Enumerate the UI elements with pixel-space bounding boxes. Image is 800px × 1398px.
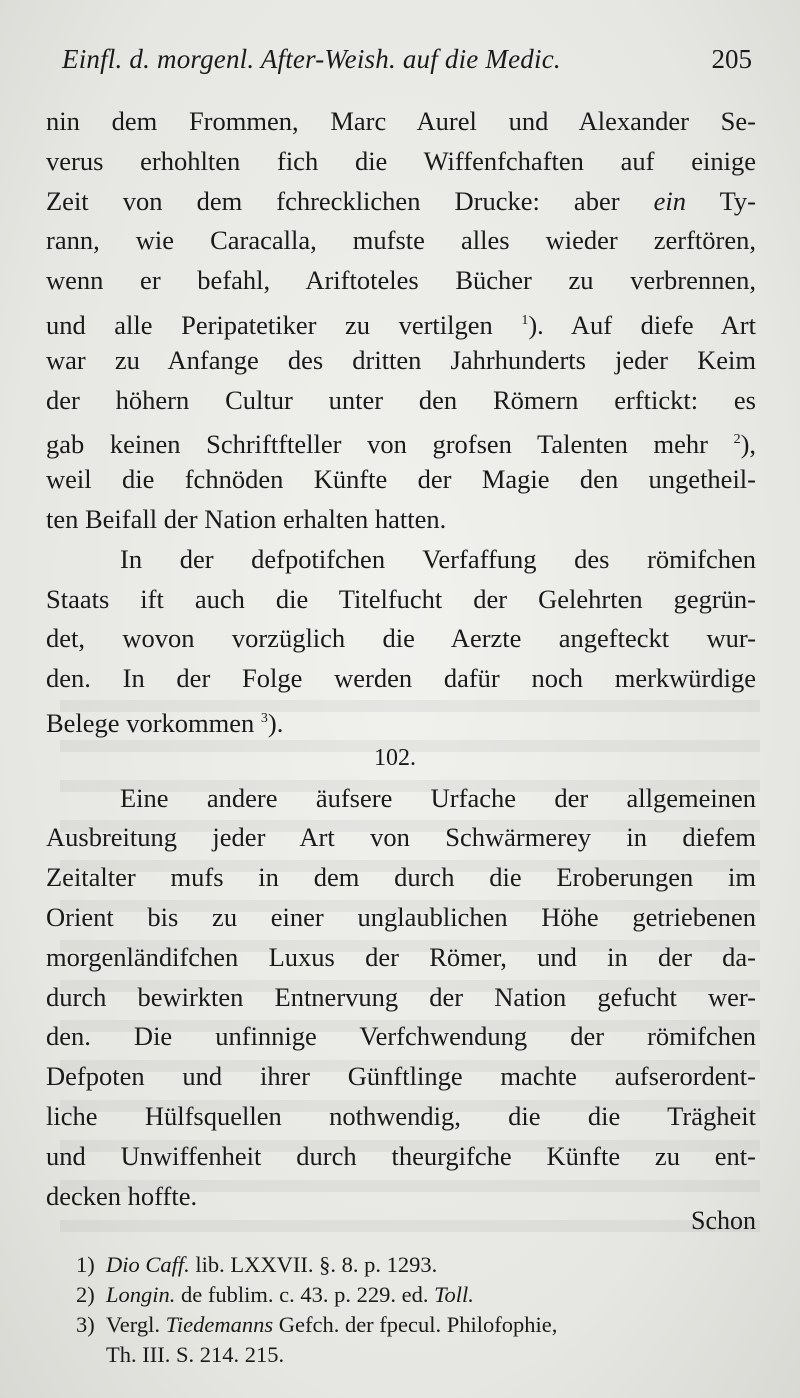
text-line: den. Die unfinnige Verfchwendung der römifchen	[46, 1021, 756, 1052]
text-line: Orient bis zu einer unglaublichen Höhe getriebenen	[46, 901, 756, 932]
footnote-marker-2: 2	[733, 432, 741, 448]
text-segment: Zeit von dem fchrecklichen Drucke: aber	[46, 185, 620, 216]
text-segment: Belege vorkommen	[46, 707, 255, 738]
page-number: 205	[711, 44, 752, 74]
italic-word: ein	[653, 185, 686, 216]
text-line: verus erhohlten fich die Wiffenfchaften auf einige	[46, 145, 756, 176]
footnotes	[76, 1250, 756, 1370]
footnote-number: 1)	[76, 1252, 95, 1277]
footnote-source: Dio Caff.	[106, 1252, 190, 1277]
footnote-text: lib. LXXVII. §. 8. p. 1293.	[195, 1252, 438, 1277]
text-line: ten Beifall der Nation erhalten hatten.	[46, 503, 447, 534]
text-line	[46, 699, 756, 739]
running-head: Einfl. d. morgenl. After-Weish. auf die Medic.	[62, 44, 561, 74]
section-number: 102.	[374, 744, 416, 771]
text-line: Zeitalter mufs in dem durch die Eroberungen im	[46, 862, 756, 893]
text-line: Eine andere äufsere Urfache der allgemeinen	[120, 782, 756, 813]
text-line: Staats ift auch die Titelfucht der Gelehrten gegrün-	[46, 583, 756, 614]
catchword: Schon	[691, 1206, 756, 1235]
text-line: rann, wie Caracalla, mufste alles wieder zerftören,	[46, 225, 756, 256]
text-segment: ). Auf diefe Art	[528, 309, 756, 340]
text-line: durch bewirkten Entnervung der Nation gefucht wer-	[46, 981, 756, 1012]
text-line: weil die fchnöden Künfte der Magie den ungetheil-	[46, 464, 756, 495]
footnote-number: 2)	[76, 1282, 95, 1307]
text-line: und Unwiffenheit durch theurgifche Künfte zu ent-	[46, 1140, 756, 1171]
footnote-1	[76, 1250, 756, 1280]
text-line: der höhern Cultur unter den Römern erftickt: es	[46, 384, 756, 415]
text-line: morgenländifchen Luxus der Römer, und in der da-	[46, 941, 756, 972]
footnote-3	[76, 1310, 756, 1340]
main-text	[46, 102, 756, 1216]
text-line: nin dem Frommen, Marc Aurel und Alexander Se-	[46, 106, 756, 136]
text-segment: und alle Peripatetiker zu vertilgen	[46, 309, 493, 340]
text-segment: gab keinen Schriftfteller von grofsen Talenten mehr	[46, 429, 708, 460]
footnote-editor: Toll.	[434, 1282, 474, 1307]
text-segment: ),	[740, 429, 757, 460]
footnote-marker-1: 1	[521, 312, 529, 328]
footnote-number: 3)	[76, 1312, 95, 1337]
text-line	[46, 301, 756, 341]
page-header	[62, 44, 752, 84]
text-line: In der defpotifchen Verfaffung des römifchen	[120, 543, 756, 574]
text-line: det, wovon vorzüglich die Aerzte angefteckt wur-	[46, 623, 756, 654]
text-line: Defpoten und ihrer Günftlinge machte aufserordent-	[46, 1061, 756, 1092]
text-segment: ).	[267, 707, 284, 738]
footnote-marker-3: 3	[260, 710, 268, 726]
footnote-3-continuation: Th. III. S. 214. 215.	[106, 1342, 285, 1367]
footnote-text: de fublim. c. 43. p. 229. ed.	[181, 1282, 429, 1307]
footnote-source: Longin.	[106, 1282, 176, 1307]
text-line: liche Hülfsquellen nothwendig, die die Trägheit	[46, 1100, 756, 1131]
text-line	[46, 182, 756, 222]
text-line: Ausbreitung jeder Art von Schwärmerey in diefem	[46, 822, 756, 853]
footnote-text: Gefch. der fpecul. Philofophie,	[278, 1312, 558, 1337]
text-line: decken hoffte.	[46, 1180, 198, 1211]
text-line	[46, 420, 756, 460]
text-line: den. In der Folge werden dafür noch merkwürdige	[46, 663, 756, 694]
footnote-author: Tiedemanns	[165, 1312, 274, 1337]
text-segment: Ty-	[719, 185, 756, 216]
footnote-2	[76, 1280, 756, 1310]
footnote-source: Vergl.	[106, 1312, 160, 1337]
text-line: war zu Anfange des dritten Jahrhunderts jeder Keim	[46, 344, 756, 375]
text-line: wenn er befahl, Ariftoteles Bücher zu verbrennen,	[46, 265, 756, 296]
